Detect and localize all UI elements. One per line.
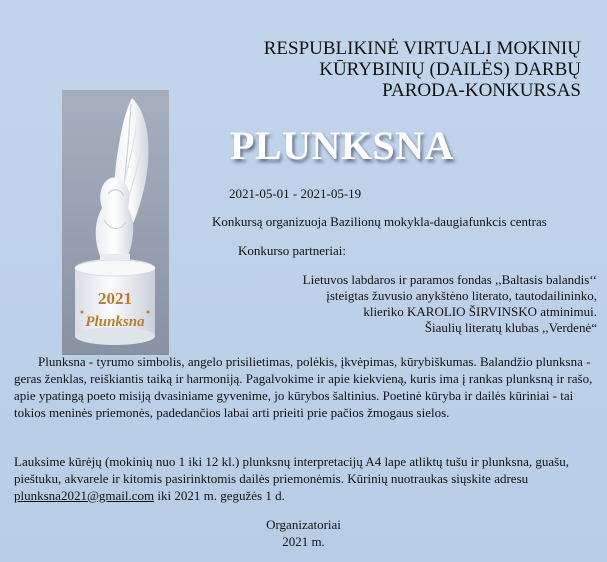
title-line-2: KŪRYBINIŲ (DAILĖS) DARBŲ: [319, 59, 581, 80]
partner-line-2: įsteigtas žuvusio anykštėno literato, tautodailininko,: [326, 288, 597, 303]
trophy-word: Plunksna: [85, 314, 145, 330]
partners-list: [197, 272, 597, 336]
partner-line-4: Šiaulių literatų klubas ,,Verdenė“: [424, 320, 597, 335]
trophy-year: 2021: [98, 289, 132, 308]
submission-text-start: Lauksime kūrėjų (mokinių nuo 1 iki 12 kl.) plunksnų interpretacijų A4 lape atliktų tušu ir plunksna, guašu, pieštuku, akvarele ir kitomis pasirinktomis dailės priemonėmis. Kūrinių nuotraukas siųskite adresu: [14, 454, 569, 486]
partner-line-3: klieriko KAROLIO ŠIRVINSKO atminimui.: [363, 304, 597, 319]
submission-text-end: iki 2021 m. gegužės 1 d.: [154, 488, 285, 503]
organizer-text: Konkursą organizuoja Bazilionų mokykla-daugiafunkcis centras: [212, 214, 547, 229]
partners-label: Konkurso partneriai:: [238, 243, 346, 258]
event-title: [181, 38, 581, 101]
description-paragraph: Plunksna - tyrumo simbolis, angelo prisilietimas, polėkis, įkvėpimas, kūrybiškumas. Balandžio plunksna - geras ženklas, reiškiantis taiką ir harmoniją. Pagalvokime ir apie kiekvieną, kuris ima į rankas plunksną ir rašo, apie ypatingą poeto misiją dvasiniame gyvenime, jo kūrybos šaltinius. Poetinė kūryba ir dailės kūriniai - tai tokios meninės priemonės, padedančios labai arti prieiti prie pačios žmogaus sielos.: [14, 354, 593, 420]
footer: [0, 516, 607, 550]
event-dates: 2021-05-01 - 2021-05-19: [229, 186, 362, 201]
brand-title: PLUNKSNA: [230, 123, 455, 168]
title-line-3: PARODA-KONKURSAS: [382, 80, 581, 101]
trophy-illustration: [62, 90, 169, 355]
trophy-photo: [62, 90, 169, 355]
footer-year: 2021 m.: [282, 534, 325, 549]
footer-organizers: Organizatoriai: [266, 517, 341, 532]
submission-paragraph: [14, 453, 600, 504]
email-link[interactable]: plunksna2021@gmail.com: [14, 488, 155, 503]
partner-line-1: Lietuvos labdaros ir paramos fondas ,,Baltasis balandis‘‘: [302, 272, 597, 287]
title-line-1: RESPUBLIKINĖ VIRTUALI MOKINIŲ: [263, 38, 581, 59]
